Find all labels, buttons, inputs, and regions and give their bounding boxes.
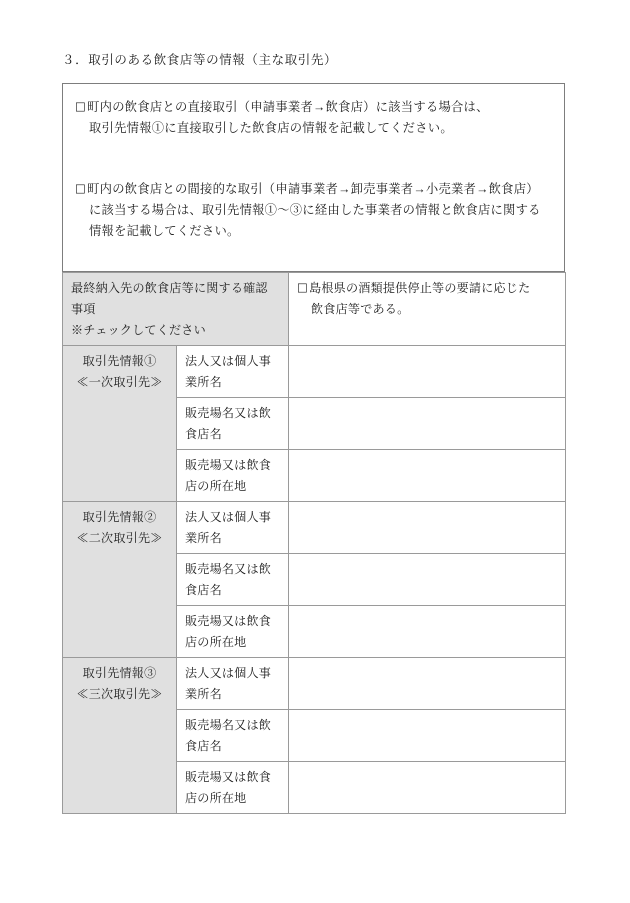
header-confirmation-statement-cell (289, 273, 566, 346)
instruction-direct-line1: 町内の飲食店との直接取引（申請事業者→飲食店）に該当する場合は、 (87, 100, 489, 114)
field-label-line2: 食店名 (185, 739, 222, 753)
group-2-subtitle: ≪二次取引先≫ (76, 531, 163, 545)
header-statement-line2: 飲食店等である。 (311, 302, 410, 316)
group-3-subtitle: ≪三次取引先≫ (76, 687, 163, 701)
table-header-row (63, 273, 566, 346)
field-label-line1: 法人又は個人事 (185, 510, 272, 524)
field-label-g3-r1 (177, 658, 289, 710)
instruction-paragraph-indirect (63, 179, 564, 242)
field-value-g2-r3[interactable] (289, 606, 566, 658)
instruction-paragraph-direct (63, 97, 564, 139)
field-label-line1: 販売場又は飲食 (185, 614, 272, 628)
table-row (63, 658, 566, 710)
field-label-g1-r1 (177, 346, 289, 398)
group-1-subtitle: ≪一次取引先≫ (76, 375, 163, 389)
field-label-line2: 店の所在地 (185, 635, 247, 649)
field-label-line1: 販売場名又は飲 (185, 406, 272, 420)
header-confirmation-line3: ※チェックしてください (71, 323, 206, 337)
transaction-partners-table (62, 272, 566, 814)
field-label-line1: 法人又は個人事 (185, 354, 272, 368)
field-value-g1-r2[interactable] (289, 398, 566, 450)
field-label-line1: 販売場名又は飲 (185, 562, 272, 576)
field-label-g3-r3 (177, 762, 289, 814)
header-confirmation-line2: 事項 (71, 302, 96, 316)
instruction-direct-line2: 取引先情報①に直接取引した飲食店の情報を記載してください。 (89, 121, 453, 135)
field-value-g2-r2[interactable] (289, 554, 566, 606)
field-label-line1: 法人又は個人事 (185, 666, 272, 680)
header-confirmation-line1: 最終納入先の飲食店等に関する確認 (71, 281, 268, 295)
field-label-line2: 業所名 (185, 687, 222, 701)
section-title: ３．取引のある飲食店等の情報（主な取引先） (62, 53, 338, 67)
group-label-2 (63, 502, 177, 658)
group-1-title: 取引先情報① (82, 354, 157, 368)
field-value-g1-r3[interactable] (289, 450, 566, 502)
group-3-title: 取引先情報③ (82, 666, 157, 680)
field-value-g1-r1[interactable] (289, 346, 566, 398)
field-label-g2-r2 (177, 554, 289, 606)
field-label-line2: 食店名 (185, 427, 222, 441)
group-label-1 (63, 346, 177, 502)
field-label-line1: 販売場又は飲食 (185, 770, 272, 784)
field-label-line2: 店の所在地 (185, 791, 247, 805)
group-2-title: 取引先情報② (82, 510, 157, 524)
field-value-g3-r1[interactable] (289, 658, 566, 710)
instruction-indirect-line1: 町内の飲食店との間接的な取引（申請事業者→卸売事業者→小売業者→飲食店） (87, 182, 539, 196)
field-label-g3-r2 (177, 710, 289, 762)
group-label-3 (63, 658, 177, 814)
header-confirmation-label-cell (63, 273, 289, 346)
header-statement-line1: 島根県の酒類提供停止等の要請に応じた (309, 281, 531, 295)
table-row (63, 502, 566, 554)
instruction-indirect-line2: に該当する場合は、取引先情報①～③に経由した事業者の情報と飲食店に関する (89, 203, 541, 217)
field-label-g2-r3 (177, 606, 289, 658)
field-value-g2-r1[interactable] (289, 502, 566, 554)
instruction-indirect-line3: 情報を記載してください。 (89, 224, 240, 238)
field-label-line2: 店の所在地 (185, 479, 247, 493)
checkbox-direct-transaction[interactable]: □ (75, 99, 87, 113)
checkbox-shimane-request[interactable]: □ (297, 280, 309, 294)
table-row (63, 346, 566, 398)
field-label-g1-r3 (177, 450, 289, 502)
field-label-g1-r2 (177, 398, 289, 450)
field-label-g2-r1 (177, 502, 289, 554)
field-label-line2: 業所名 (185, 375, 222, 389)
field-label-line2: 業所名 (185, 531, 222, 545)
field-label-line1: 販売場又は飲食 (185, 458, 272, 472)
field-label-line1: 販売場名又は飲 (185, 718, 272, 732)
field-value-g3-r2[interactable] (289, 710, 566, 762)
field-label-line2: 食店名 (185, 583, 222, 597)
checkbox-indirect-transaction[interactable]: □ (75, 181, 87, 195)
instructions-box (62, 83, 565, 272)
field-value-g3-r3[interactable] (289, 762, 566, 814)
